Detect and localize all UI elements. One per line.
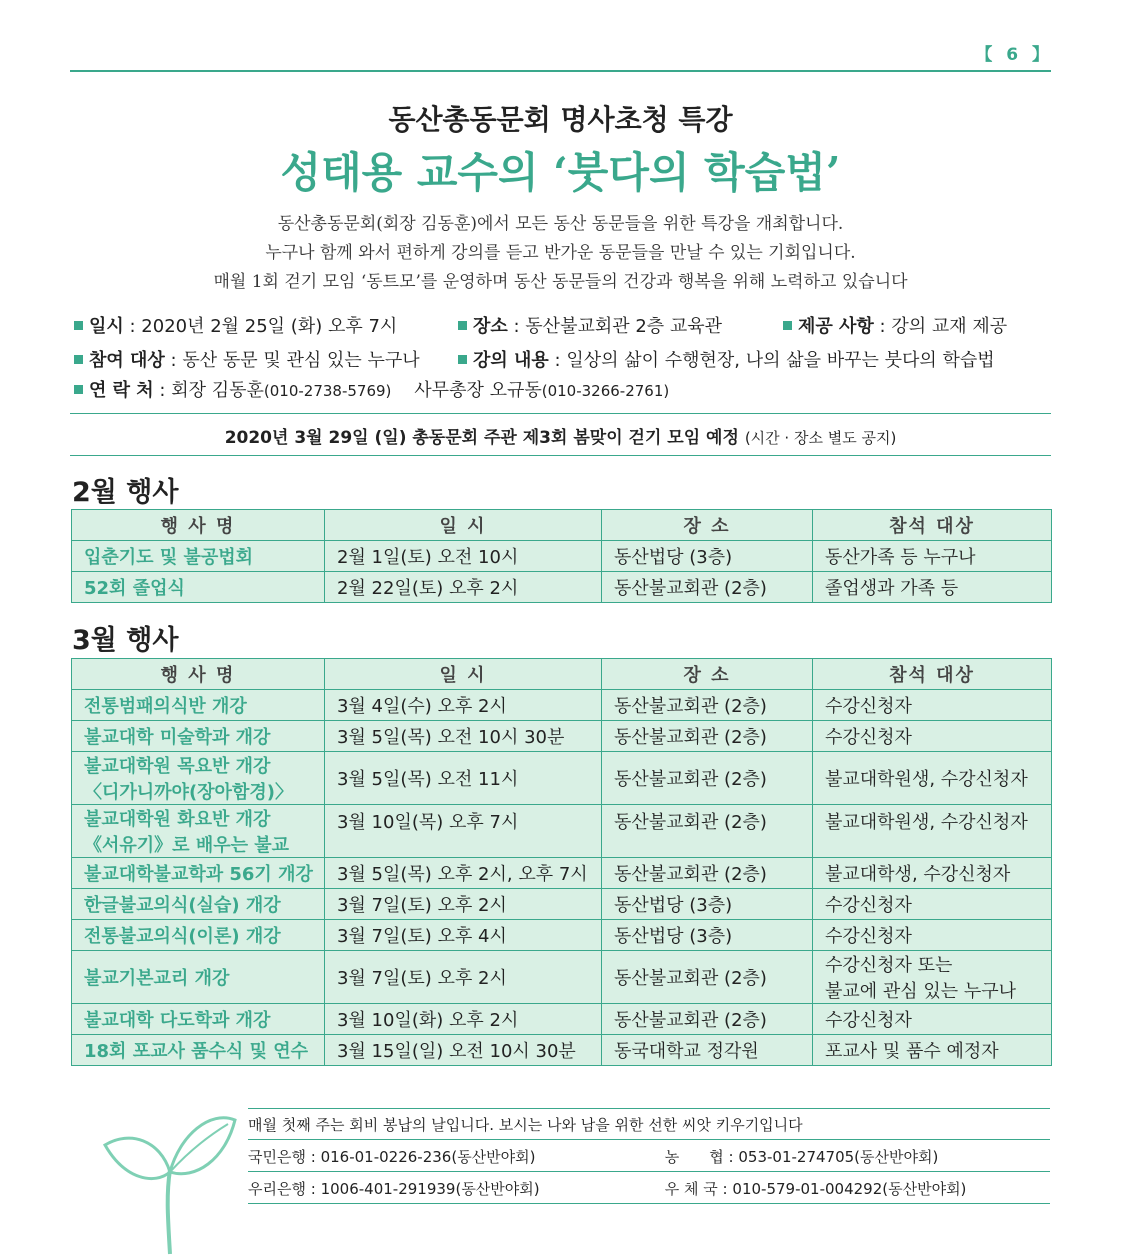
bullet-icon bbox=[458, 321, 467, 330]
table-row bbox=[72, 889, 1052, 920]
bank-account-kb: 국민은행 : 016-01-0226-236(동산반야회) bbox=[248, 1148, 536, 1166]
event-target: 불교대학원생, 수강신청자 bbox=[813, 752, 1052, 805]
bullet-icon bbox=[74, 385, 83, 394]
bank-rule bbox=[248, 1108, 1050, 1109]
bank-rule bbox=[248, 1203, 1050, 1204]
header-target: 참석 대상 bbox=[813, 659, 1052, 690]
bank-account-woori: 우리은행 : 1006-401-291939(동산반야회) bbox=[248, 1180, 540, 1198]
table-header-row bbox=[72, 659, 1052, 690]
table-row bbox=[72, 805, 1052, 858]
table-row bbox=[72, 572, 1052, 603]
event-place: 동산불교회관 (2층) bbox=[602, 951, 813, 1004]
event-date: 3월 5일(목) 오전 10시 30분 bbox=[325, 721, 602, 752]
top-divider bbox=[70, 70, 1051, 72]
event-name-line: 불교대학원 화요반 개강 bbox=[84, 809, 271, 830]
event-target: 졸업생과 가족 등 bbox=[813, 572, 1052, 603]
info-place: 장소 : 동산불교회관 2층 교육관 bbox=[458, 312, 722, 338]
feb-events-table bbox=[71, 509, 1052, 603]
event-name: 불교기본교리 개강 bbox=[72, 951, 325, 1004]
bank-title: 매월 첫째 주는 회비 봉납의 날입니다. 보시는 나와 남을 위한 선한 씨앗 키우기입니다 bbox=[248, 1116, 803, 1134]
event-name bbox=[72, 805, 325, 858]
header-name: 행 사 명 bbox=[72, 510, 325, 541]
intro-line: 누구나 함께 와서 편하게 강의를 듣고 반가운 동문들을 만날 수 있는 기회입니다. bbox=[265, 243, 856, 263]
bank-row bbox=[248, 1178, 1050, 1199]
notice-bottom-rule bbox=[70, 455, 1051, 456]
event-name bbox=[72, 752, 325, 805]
event-name-line: 〈디가니까야(장아함경)〉 bbox=[84, 782, 293, 803]
event-place: 동산불교회관 (2층) bbox=[602, 572, 813, 603]
event-target: 불교대학생, 수강신청자 bbox=[813, 858, 1052, 889]
intro-line: 동산총동문회(회장 김동훈)에서 모든 동산 동문들을 위한 특강을 개최합니다. bbox=[277, 214, 844, 234]
info-contact: 연 락 처 : 회장 김동훈(010-2738-5769) 사무총장 오규동(010-3266-2761) bbox=[74, 376, 669, 402]
info-provide: 제공 사항 : 강의 교재 제공 bbox=[783, 312, 1007, 338]
event-place: 동국대학교 정각원 bbox=[602, 1035, 813, 1066]
event-target: 수강신청자 bbox=[813, 721, 1052, 752]
table-row bbox=[72, 541, 1052, 572]
sprout-icon bbox=[100, 1100, 240, 1256]
bank-account-post: 우 체 국 : 010-579-01-004292(동산반야회) bbox=[664, 1180, 967, 1198]
lecture-subtitle: 성태용 교수의 ‘붓다의 학습법’ bbox=[280, 148, 841, 197]
header-date: 일 시 bbox=[325, 510, 602, 541]
event-date: 3월 15일(일) 오전 10시 30분 bbox=[325, 1035, 602, 1066]
event-name: 18회 포교사 품수식 및 연수 bbox=[72, 1035, 325, 1066]
table-row bbox=[72, 721, 1052, 752]
lecture-title: 동산총동문회 명사초청 특강 bbox=[388, 103, 733, 136]
mar-events-table bbox=[71, 658, 1052, 1066]
event-date: 2월 1일(토) 오전 10시 bbox=[325, 541, 602, 572]
event-date: 3월 10일(화) 오후 2시 bbox=[325, 1004, 602, 1035]
event-place: 동산법당 (3층) bbox=[602, 541, 813, 572]
table-header-row bbox=[72, 510, 1052, 541]
bullet-icon bbox=[74, 321, 83, 330]
bank-rule bbox=[248, 1171, 1050, 1172]
header-place: 장 소 bbox=[602, 659, 813, 690]
intro-line: 매월 1회 걷기 모임 ‘동트모’를 운영하며 동산 동문들의 건강과 행복을 위해 노력하고 있습니다 bbox=[213, 272, 908, 292]
bullet-icon bbox=[458, 355, 467, 364]
event-place: 동산불교회관 (2층) bbox=[602, 805, 813, 858]
bank-rule bbox=[248, 1139, 1050, 1140]
table-row bbox=[72, 1035, 1052, 1066]
event-date: 3월 7일(토) 오후 2시 bbox=[325, 951, 602, 1004]
header-name: 행 사 명 bbox=[72, 659, 325, 690]
event-place: 동산불교회관 (2층) bbox=[602, 690, 813, 721]
info-content: 강의 내용 : 일상의 삶이 수행현장, 나의 삶을 바꾸는 붓다의 학습법 bbox=[458, 346, 995, 372]
event-date: 3월 4일(수) 오후 2시 bbox=[325, 690, 602, 721]
event-date: 2월 22일(토) 오후 2시 bbox=[325, 572, 602, 603]
event-target: 수강신청자 bbox=[813, 690, 1052, 721]
bank-account-nh: 농 협 : 053-01-274705(동산반야회) bbox=[664, 1148, 939, 1166]
event-place: 동산불교회관 (2층) bbox=[602, 721, 813, 752]
event-target-line: 불교에 관심 있는 누구나 bbox=[825, 981, 1017, 1002]
page-number: 【 6 】 bbox=[975, 45, 1053, 65]
event-target: 포교사 및 품수 예정자 bbox=[813, 1035, 1052, 1066]
table-row bbox=[72, 920, 1052, 951]
notice-top-rule bbox=[70, 413, 1051, 414]
event-date: 3월 7일(토) 오후 4시 bbox=[325, 920, 602, 951]
intro-text bbox=[0, 210, 1121, 297]
bullet-icon bbox=[783, 321, 792, 330]
event-name: 전통범패의식반 개강 bbox=[72, 690, 325, 721]
event-date: 3월 10일(목) 오후 7시 bbox=[325, 805, 602, 858]
event-date: 3월 5일(목) 오전 11시 bbox=[325, 752, 602, 805]
header-date: 일 시 bbox=[325, 659, 602, 690]
walking-notice: 2020년 3월 29일 (일) 총동문회 주관 제3회 봄맞이 걷기 모임 예정 (시간 · 장소 별도 공지) bbox=[224, 428, 897, 448]
event-date: 3월 7일(토) 오후 2시 bbox=[325, 889, 602, 920]
header-place: 장 소 bbox=[602, 510, 813, 541]
table-row bbox=[72, 858, 1052, 889]
event-name: 52회 졸업식 bbox=[72, 572, 325, 603]
event-place: 동산불교회관 (2층) bbox=[602, 1004, 813, 1035]
mar-section-title: 3월 행사 bbox=[72, 625, 179, 656]
event-name: 불교대학불교학과 56기 개강 bbox=[72, 858, 325, 889]
event-place: 동산불교회관 (2층) bbox=[602, 858, 813, 889]
event-target: 수강신청자 bbox=[813, 1004, 1052, 1035]
event-place: 동산법당 (3층) bbox=[602, 920, 813, 951]
info-target: 참여 대상 : 동산 동문 및 관심 있는 누구나 bbox=[74, 346, 420, 372]
table-row bbox=[72, 951, 1052, 1004]
bullet-icon bbox=[74, 355, 83, 364]
event-name: 불교대학 미술학과 개강 bbox=[72, 721, 325, 752]
info-date: 일시 : 2020년 2월 25일 (화) 오후 7시 bbox=[74, 312, 397, 338]
event-place: 동산불교회관 (2층) bbox=[602, 752, 813, 805]
event-target bbox=[813, 951, 1052, 1004]
event-target: 수강신청자 bbox=[813, 920, 1052, 951]
event-target-line: 수강신청자 또는 bbox=[825, 955, 953, 976]
event-date: 3월 5일(목) 오후 2시, 오후 7시 bbox=[325, 858, 602, 889]
feb-section-title: 2월 행사 bbox=[72, 477, 179, 508]
event-target: 불교대학원생, 수강신청자 bbox=[813, 805, 1052, 858]
event-name: 입춘기도 및 불공법회 bbox=[72, 541, 325, 572]
event-name: 불교대학 다도학과 개강 bbox=[72, 1004, 325, 1035]
event-name: 전통불교의식(이론) 개강 bbox=[72, 920, 325, 951]
event-name-line: 《서유기》로 배우는 불교 bbox=[84, 835, 290, 856]
event-name: 한글불교의식(실습) 개강 bbox=[72, 889, 325, 920]
bank-row bbox=[248, 1146, 1050, 1167]
table-row bbox=[72, 690, 1052, 721]
table-row bbox=[72, 752, 1052, 805]
header-target: 참석 대상 bbox=[813, 510, 1052, 541]
event-name-line: 불교대학원 목요반 개강 bbox=[84, 756, 271, 777]
event-target: 수강신청자 bbox=[813, 889, 1052, 920]
event-target: 동산가족 등 누구나 bbox=[813, 541, 1052, 572]
table-row bbox=[72, 1004, 1052, 1035]
event-place: 동산법당 (3층) bbox=[602, 889, 813, 920]
